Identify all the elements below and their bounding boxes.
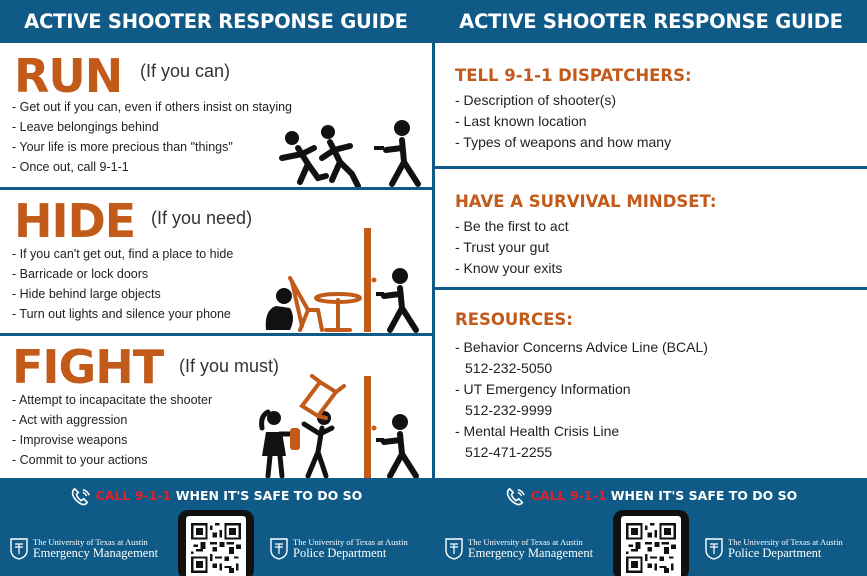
shooter-figure-icon xyxy=(374,120,418,184)
ut-seal-icon xyxy=(445,538,463,560)
left-header: ACTIVE SHOOTER RESPONSE GUIDE xyxy=(0,0,432,43)
fighting-figure-icon xyxy=(262,411,332,476)
org-university-label: The University of Texas at Austin xyxy=(728,537,843,547)
list-item: - Last known location xyxy=(455,113,587,129)
call-911-text: CALL 9-1-1 xyxy=(530,488,607,503)
org-university-label: The University of Texas at Austin xyxy=(293,537,408,547)
list-item: - Your life is more precious than "things" xyxy=(12,140,233,154)
list-item: - If you can't get out, find a place to hide xyxy=(12,247,234,261)
ut-seal-icon xyxy=(270,538,288,560)
resource-mental-health-phone[interactable]: 512-471-2255 xyxy=(465,444,553,460)
list-item: - Barricade or lock doors xyxy=(12,267,149,281)
call-911-text: CALL 9-1-1 xyxy=(95,488,172,503)
list-item: - Trust your gut xyxy=(455,239,550,255)
qr-code[interactable] xyxy=(191,521,241,575)
org-dept-label: Emergency Management xyxy=(33,545,159,560)
org-university-label: The University of Texas at Austin xyxy=(33,537,148,547)
org-dept-label: Emergency Management xyxy=(468,545,594,560)
ut-seal-icon xyxy=(705,538,723,560)
run-title: RUN xyxy=(14,49,123,103)
list-item: - Turn out lights and silence your phone xyxy=(12,307,231,321)
hide-subtitle: (If you need) xyxy=(151,208,253,228)
door-icon xyxy=(364,376,377,478)
door-icon xyxy=(364,228,377,332)
list-item: - Hide behind large objects xyxy=(12,287,161,301)
shooter-figure-icon xyxy=(376,414,416,476)
resource-ut-emergency-phone[interactable]: 512-232-9999 xyxy=(465,402,553,418)
dispatch-title: TELL 9-1-1 DISPATCHERS: xyxy=(455,66,692,85)
section-divider xyxy=(0,187,432,190)
resource-bcal: - Behavior Concerns Advice Line (BCAL) xyxy=(455,339,708,355)
org-university-label: The University of Texas at Austin xyxy=(468,537,583,547)
fight-illustration xyxy=(256,372,428,478)
dispatch-list xyxy=(455,90,671,153)
running-figure-icon xyxy=(282,125,358,186)
chair-icon xyxy=(302,376,344,418)
ut-seal-icon xyxy=(10,538,28,560)
list-item: - Once out, call 9-1-1 xyxy=(12,160,129,174)
org-dept-label: Police Department xyxy=(728,545,822,560)
hide-list xyxy=(12,244,233,324)
list-item: - Types of weapons and how many xyxy=(455,134,672,150)
list-item: - Attempt to incapacitate the shooter xyxy=(12,393,213,407)
phone-icon xyxy=(505,487,527,507)
org-police-department xyxy=(705,538,843,560)
qr-code[interactable] xyxy=(626,521,676,575)
list-item: - Improvise weapons xyxy=(12,433,128,447)
section-divider xyxy=(0,333,432,336)
resource-ut-emergency: - UT Emergency Information xyxy=(455,381,631,397)
qr-phone xyxy=(613,510,689,576)
org-police-department xyxy=(270,538,408,560)
list-item: - Description of shooter(s) xyxy=(455,92,617,108)
hide-title: HIDE xyxy=(14,194,136,248)
chair-icon xyxy=(290,278,322,330)
list-item: - Know your exits xyxy=(455,260,563,276)
hide-illustration xyxy=(256,226,428,334)
section-divider xyxy=(435,166,867,169)
call-911-banner xyxy=(435,486,867,507)
extinguisher-icon xyxy=(290,428,300,450)
list-item: - Commit to your actions xyxy=(12,453,148,467)
footer xyxy=(0,478,432,576)
call-911-banner xyxy=(0,486,432,507)
phone-icon xyxy=(70,487,92,507)
fight-title: FIGHT xyxy=(12,340,164,394)
call-safe-text: WHEN IT'S SAFE TO DO SO xyxy=(171,488,363,503)
resource-mental-health: - Mental Health Crisis Line xyxy=(455,423,620,439)
shooter-figure-icon xyxy=(376,268,416,330)
left-panel xyxy=(0,0,432,576)
right-header: ACTIVE SHOOTER RESPONSE GUIDE xyxy=(435,0,867,43)
call-safe-text: WHEN IT'S SAFE TO DO SO xyxy=(606,488,798,503)
list-item: - Act with aggression xyxy=(12,413,128,427)
list-item: - Be the first to act xyxy=(455,218,569,234)
footer xyxy=(435,478,867,576)
org-emergency-management xyxy=(10,538,158,560)
right-panel xyxy=(435,0,867,576)
mindset-list xyxy=(455,216,569,279)
run-list xyxy=(12,97,292,177)
org-dept-label: Police Department xyxy=(293,545,387,560)
qr-phone xyxy=(178,510,254,576)
list-item: - Leave belongings behind xyxy=(12,120,159,134)
resource-bcal-phone[interactable]: 512-232-5050 xyxy=(465,360,553,376)
list-item: - Get out if you can, even if others insist on staying xyxy=(12,100,293,114)
fight-list xyxy=(12,390,212,470)
resources-title: RESOURCES: xyxy=(455,310,573,329)
section-divider xyxy=(435,287,867,290)
org-emergency-management xyxy=(445,538,593,560)
resources-list xyxy=(455,337,708,463)
fight-subtitle: (If you must) xyxy=(179,356,280,376)
mindset-title: HAVE A SURVIVAL MINDSET: xyxy=(455,192,717,211)
hiding-figure-icon xyxy=(266,288,293,330)
run-subtitle: (If you can) xyxy=(140,61,231,81)
run-illustration xyxy=(278,118,428,190)
